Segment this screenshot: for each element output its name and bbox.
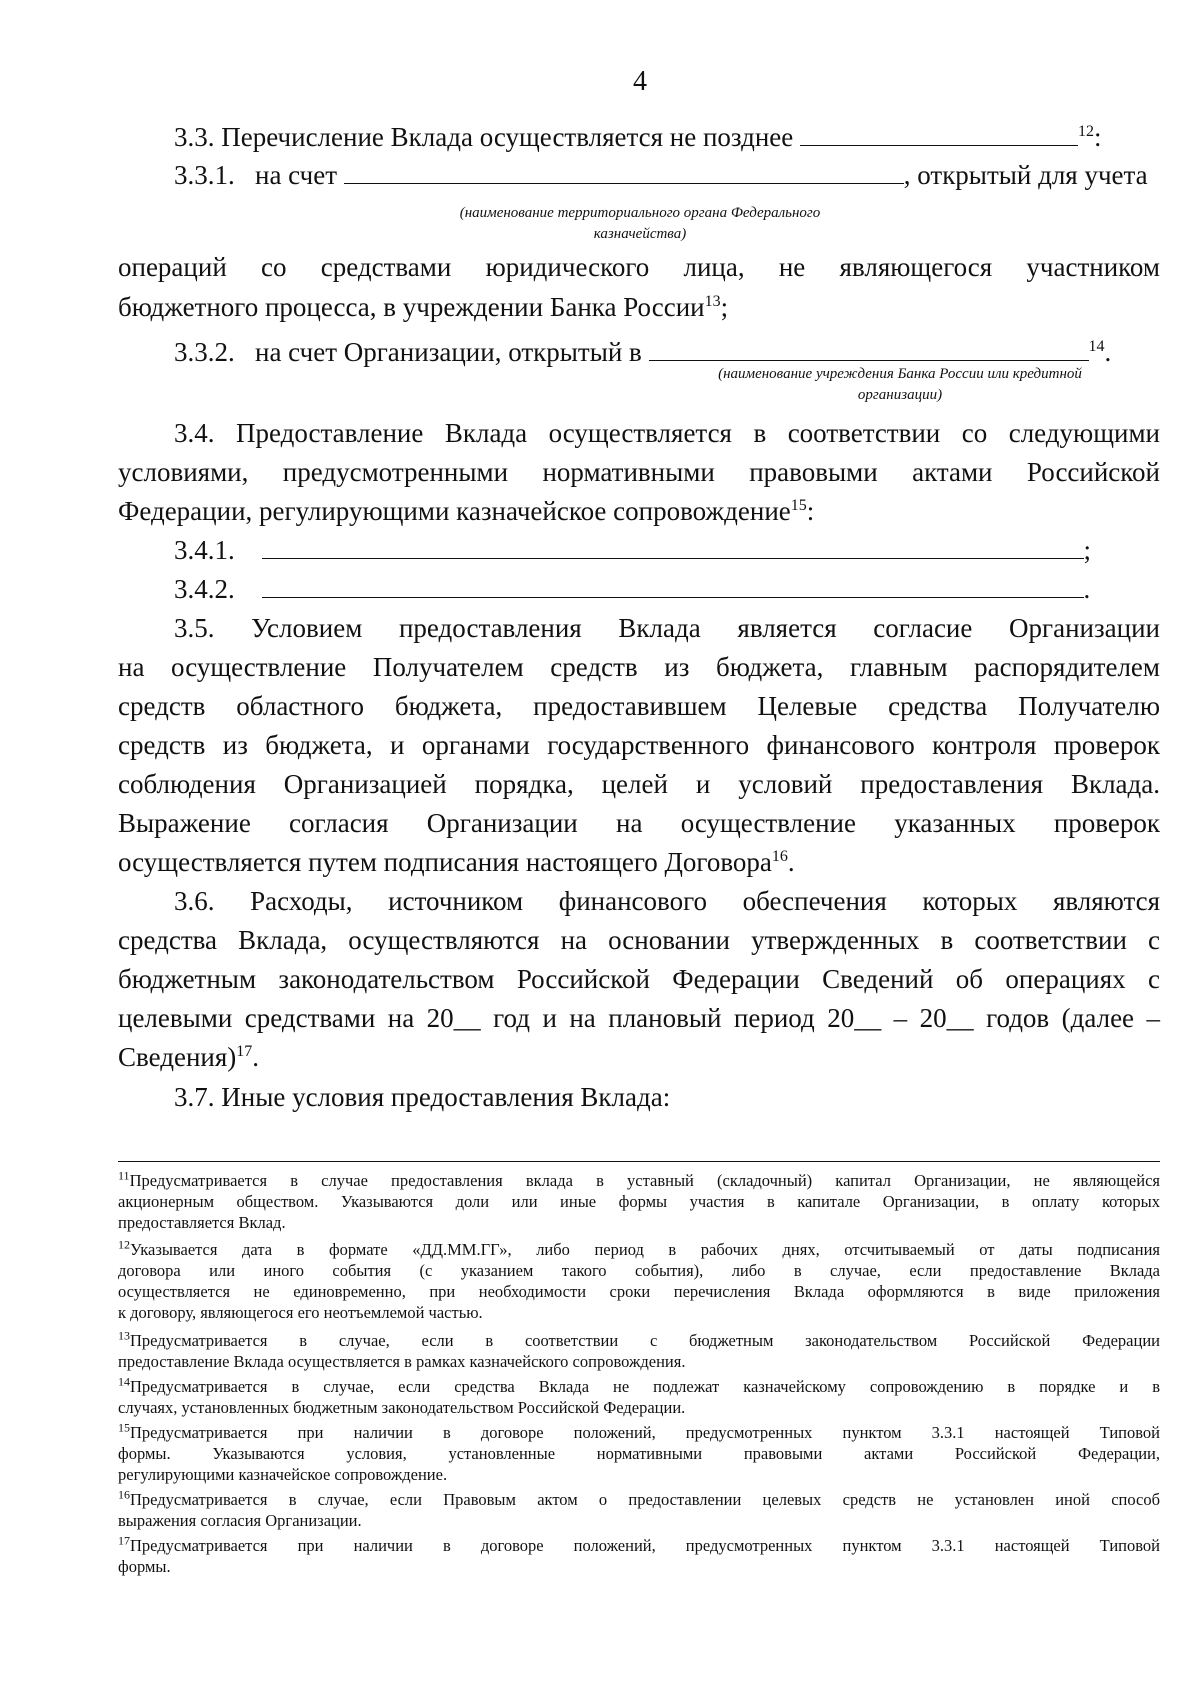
paragraph-line: средств из бюджета, и органами государственного финансового контроля проверок bbox=[118, 730, 1160, 760]
paragraph-line: средств областного бюджета, предоставившем Целевые средства Получателю bbox=[118, 691, 1160, 721]
clause-3-4-2: 3.4.2. . bbox=[174, 574, 1091, 604]
paragraph-line: 3.5. Условием предоставления Вклада является согласие Организации bbox=[174, 613, 1160, 643]
paragraph-line: 3.4. Предоставление Вклада осуществляется в соответствии со следующими bbox=[174, 418, 1160, 448]
field-caption: (наименование территориального органа Федерального казначейства) bbox=[459, 205, 821, 242]
clause-label: 3.4.2. bbox=[174, 574, 235, 604]
footnote-ref: 13 bbox=[704, 293, 721, 310]
footnote-16: $^{16}$Предусматривается в случае, если Правовым актом о предоставлении целевых средств не установлен иной способ выражения согласия Организации. bbox=[118, 1487, 1160, 1530]
paragraph-line: соблюдения Организацией порядка, целей и условий предоставления Вклада. bbox=[118, 769, 1160, 799]
clause-3-3-text: 3.3. Перечисление Вклада осуществляется не позднее bbox=[174, 122, 794, 152]
footnote-divider bbox=[118, 1161, 1160, 1162]
paragraph-line: средства Вклада, осуществляются на основании утвержденных в соответствии с bbox=[118, 925, 1160, 955]
footnote-ref: 17 bbox=[236, 1043, 253, 1060]
paragraph-line: осуществляется путем подписания настоящего Договора$^{16}$. bbox=[118, 847, 795, 877]
paragraph-line: Сведения)$^{17}$. bbox=[118, 1042, 260, 1072]
clause-3-3-2: 3.3.2. на счет Организации, открытый в $^{14}$. bbox=[174, 337, 1112, 367]
page-number: 4 bbox=[633, 66, 647, 97]
footnote-ref: 16 bbox=[771, 848, 788, 865]
footnote-ref: 12 bbox=[1078, 123, 1094, 140]
blank-field bbox=[649, 338, 1089, 361]
paragraph-line: бюджетным законодательством Российской Федерации Сведений об операциях с bbox=[118, 964, 1160, 994]
clause-3-7: 3.7. Иные условия предоставления Вклада: bbox=[174, 1082, 671, 1112]
blank-field bbox=[262, 536, 1084, 559]
clause-label: 3.3.2. bbox=[174, 337, 235, 367]
footnote-14: $^{14}$Предусматривается в случае, если средства Вклада не подлежат казначейскому сопровождению в порядке и в случаях, установленных бюджетным законодательством Российской Федерации. bbox=[118, 1374, 1160, 1417]
footnote-13: $^{13}$Предусматривается в случае, если в соответствии с бюджетным законодательством Российской Федерации предоставление Вклада осуществляется в рамках казначейского сопровождения. bbox=[118, 1328, 1160, 1371]
footnote-ref: 14 bbox=[1088, 338, 1105, 355]
paragraph-line: Выражение согласия Организации на осуществление указанных проверок bbox=[118, 808, 1160, 838]
footnote-17: $^{17}$Предусматривается при наличии в договоре положений, предусмотренных пунктом 3.3.1 настоящей Типовой формы. bbox=[118, 1533, 1160, 1576]
clause-label: 3.3.1. bbox=[174, 160, 235, 190]
clause-label: 3.4.1. bbox=[174, 535, 235, 565]
paragraph-line: Федерации, регулирующими казначейское сопровождение$^{15}$: bbox=[118, 496, 815, 526]
footnote-11: $^{11}$Предусматривается в случае предоставления вклада в уставный (складочный) капитал Организации, не являющейся акционерным обществом. Указываются доли или иные формы участия в капитале Организации, в оплату которых предоставляется Вклад. bbox=[118, 1168, 1160, 1232]
paragraph-line: 3.6. Расходы, источником финансового обеспечения которых являются bbox=[174, 886, 1160, 916]
paragraph-line: целевыми средствами на 20__ год и на плановый период 20__ – 20__ годов (далее – bbox=[118, 1003, 1160, 1033]
blank-field bbox=[800, 123, 1078, 146]
footnote-ref: 15 bbox=[790, 497, 807, 514]
clause-3-4-1: 3.4.1. ; bbox=[174, 535, 1092, 565]
clause-3-3: 3.3. Перечисление Вклада осуществляется не позднее $^{12}$: bbox=[174, 122, 1102, 152]
blank-field bbox=[262, 575, 1084, 598]
clause-3-3-1: 3.3.1. на счет , открытый для учета bbox=[174, 160, 1148, 190]
field-caption: (наименование учреждения Банка России или кредитной организации) bbox=[718, 366, 1082, 403]
footnote-15: $^{15}$Предусматривается при наличии в договоре положений, предусмотренных пунктом 3.3.1 настоящей Типовой формы. Указываются условия, установленные нормативными правовыми актами Российской Федерации, регулирующими казначейское сопровождение. bbox=[118, 1420, 1160, 1484]
paragraph-line: бюджетного процесса, в учреждении Банка России$^{13}$; bbox=[118, 292, 729, 322]
paragraph-line: условиями, предусмотренными нормативными правовыми актами Российской bbox=[118, 457, 1160, 487]
blank-field bbox=[344, 161, 904, 184]
footnote-12: $^{12}$Указывается дата в формате «ДД.ММ.ГГ», либо период в рабочих днях, отсчитываемый от даты подписания договора или иного события (с указанием такого события), либо в случае, если предоставление Вклада осуществляется не единовременно, при необходимости сроки перечисления Вклада оформляются в виде приложения к договору, являющегося его неотъемлемой частью. bbox=[118, 1237, 1160, 1322]
paragraph-line: операций со средствами юридического лица, не являющегося участником bbox=[118, 252, 1160, 282]
paragraph-line: на осуществление Получателем средств из бюджета, главным распорядителем bbox=[118, 652, 1160, 682]
